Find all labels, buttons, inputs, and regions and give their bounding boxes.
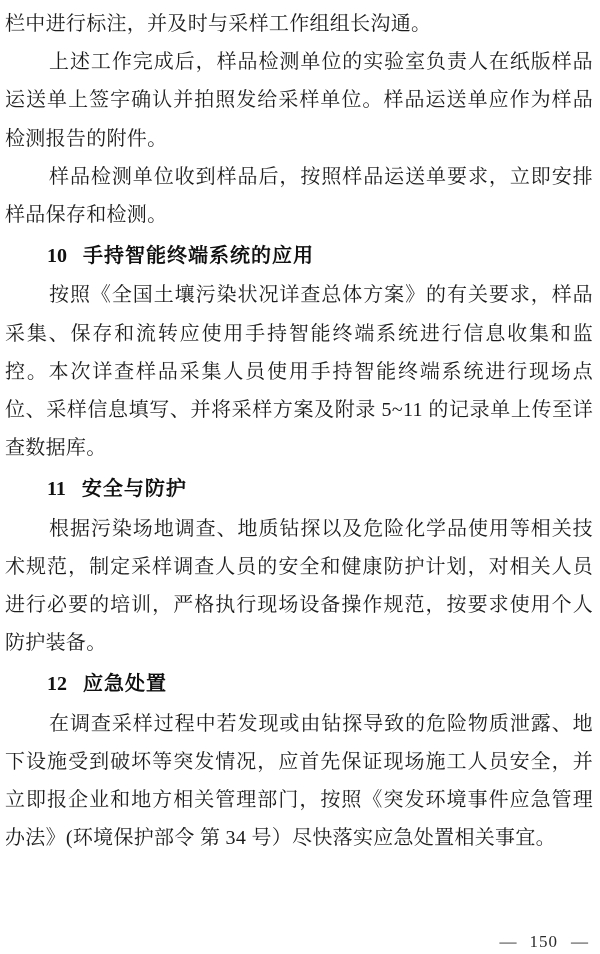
section-title: 安全与防护: [81, 478, 187, 501]
section-number: 12: [47, 673, 67, 696]
paragraph-continuation: 栏中进行标注，并及时与采样工作组组长沟通。: [5, 13, 432, 35]
section-title: 手持智能终端系统的应用: [83, 245, 314, 268]
section-11-body: 根据污染场地调查、地质钻探以及危险化学品使用等相关技术规范，制定采样调查人员的安全和健康防护计划，对相关人员进行必要的培训，严格执行现场设备操作规范，按要求使用个人防护装备。: [5, 517, 593, 655]
page-footer: [500, 932, 589, 952]
footer-left-dash: —: [499, 932, 517, 951]
section-number: 11: [47, 478, 66, 501]
paragraph-sample-receipt: 样品检测单位收到样品后，按照样品运送单要求，立即安排样品保存和检测。: [5, 165, 593, 227]
section-number: 10: [47, 245, 67, 268]
section-12-body: 在调查采样过程中若发现或由钻探导致的危险物质泄露、地下设施受到破坏等突发情况，应首先保证现场施工人员安全，并立即报企业和地方相关管理部门，按照《突发环境事件应急管理办法》(环境保护部令 第 34 号）尽快落实应急处置相关事宜。: [5, 712, 593, 850]
paragraph-transfer-sheet: 上述工作完成后，样品检测单位的实验室负责人在纸版样品运送单上签字确认并拍照发给采样单位。样品运送单应作为样品检测报告的附件。: [5, 51, 593, 150]
section-heading-10: [47, 237, 593, 275]
text-column: [5, 5, 593, 857]
page-number: 150: [529, 932, 558, 951]
footer-right-dash: —: [571, 932, 588, 951]
section-heading-11: [47, 470, 593, 508]
section-title: 应急处置: [83, 673, 167, 696]
section-10-body: 按照《全国土壤污染状况详查总体方案》的有关要求，样品采集、保存和流转应使用手持智能终端系统进行信息收集和监控。本次详查样品采集人员使用手持智能终端系统进行现场点位、采样信息填写、并将采样方案及附录 5~11 的记录单上传至详查数据库。: [5, 284, 593, 460]
section-heading-12: [47, 665, 593, 703]
